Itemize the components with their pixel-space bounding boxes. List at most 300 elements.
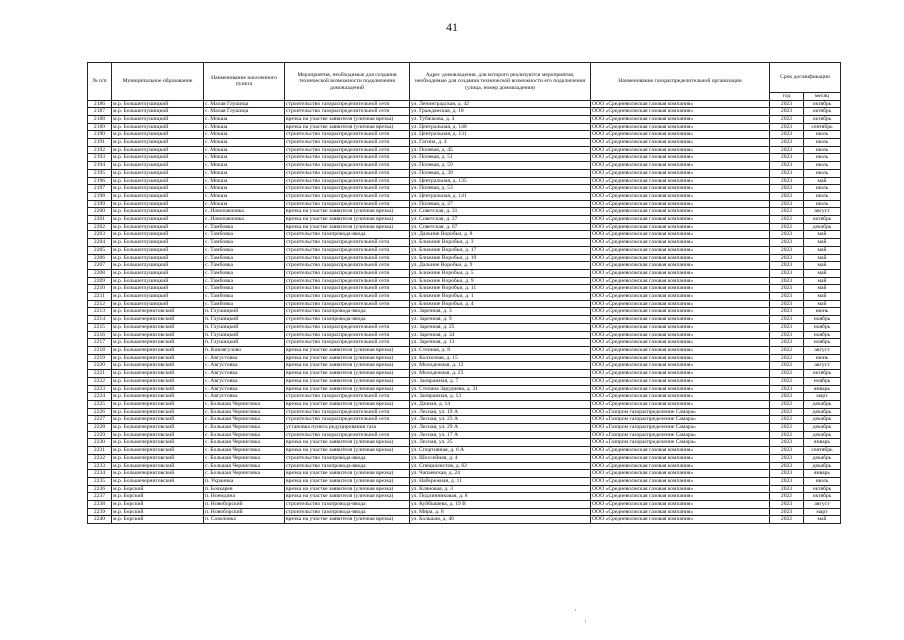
cell-measure: установка пункта редуцирования газа <box>285 424 410 432</box>
cell-month: июнь <box>804 308 841 316</box>
cell-year: 2023 <box>770 231 804 239</box>
cell-number: 2220 <box>88 362 112 370</box>
cell-municipality: м.р. Большеглушицкий <box>112 293 204 301</box>
cell-year: 2023 <box>770 246 804 254</box>
cell-address: ул. Дальние Воробьи, д. 9 <box>410 262 591 270</box>
cell-year: 2023 <box>770 477 804 485</box>
cell-organization: ООО «Средневолжская газовая компания» <box>591 477 770 485</box>
header-municipality: Муниципальное образование <box>112 63 204 101</box>
cell-number: 2208 <box>88 269 112 277</box>
table-row <box>88 431 841 439</box>
cell-organization: ООО «Средневолжская газовая компания» <box>591 262 770 270</box>
cell-month: январь <box>804 439 841 447</box>
cell-year: 2022 <box>770 493 804 501</box>
cell-municipality: м.р. Большеглушицкий <box>112 231 204 239</box>
cell-year: 2022 <box>770 216 804 224</box>
cell-address: ул. Ленинградская, д. 42 <box>410 100 591 108</box>
cell-number: 2203 <box>88 231 112 239</box>
cell-measure: строительство газораспределительной сети <box>285 185 410 193</box>
cell-measure: врезка на участке заявителя (уличная врезка) <box>285 115 410 123</box>
cell-year: 2023 <box>770 277 804 285</box>
cell-number: 2224 <box>88 393 112 401</box>
table-row <box>88 177 841 185</box>
cell-month: май <box>804 262 841 270</box>
cell-organization: ООО «Средневолжская газовая компания» <box>591 108 770 116</box>
page-number: 41 <box>446 20 458 34</box>
cell-municipality: м.р. Большечерниговский <box>112 308 204 316</box>
cell-organization: ООО «Средневолжская газовая компания» <box>591 100 770 108</box>
cell-number: 2236 <box>88 485 112 493</box>
cell-year: 2023 <box>770 501 804 509</box>
cell-municipality: м.р. Борский <box>112 485 204 493</box>
table-row <box>88 123 841 131</box>
cell-year: 2023 <box>770 123 804 131</box>
table-row <box>88 277 841 285</box>
header-organization: Наименование газораспределительной организации <box>591 63 770 101</box>
cell-measure: строительство газопровода-ввода <box>285 316 410 324</box>
cell-municipality: м.р. Большеглушицкий <box>112 262 204 270</box>
cell-measure: строительство газораспределительной сети <box>285 339 410 347</box>
cell-number: 2231 <box>88 447 112 455</box>
table-row <box>88 508 841 516</box>
cell-year: 2022 <box>770 347 804 355</box>
cell-measure: врезка на участке заявителя (уличная врезка) <box>285 477 410 485</box>
cell-settlement: с. Тамбовка <box>204 300 285 308</box>
cell-measure: строительство газораспределительной сети <box>285 269 410 277</box>
cell-settlement: с. Августовка <box>204 354 285 362</box>
cell-year: 2022 <box>770 400 804 408</box>
cell-year: 2023 <box>770 254 804 262</box>
cell-number: 2213 <box>88 308 112 316</box>
cell-measure: строительство газораспределительной сети <box>285 162 410 170</box>
cell-organization: ООО «Средневолжская газовая компания» <box>591 254 770 262</box>
cell-number: 2215 <box>88 323 112 331</box>
cell-address: ул. Заречная, д. 3 <box>410 308 591 316</box>
cell-month: май <box>804 254 841 262</box>
cell-number: 2225 <box>88 400 112 408</box>
cell-settlement: с. Тамбовка <box>204 246 285 254</box>
cell-number: 2187 <box>88 108 112 116</box>
cell-month: май <box>804 293 841 301</box>
cell-municipality: м.р. Большеглушицкий <box>112 185 204 193</box>
cell-settlement: с. Мокша <box>204 200 285 208</box>
cell-municipality: м.р. Большечерниговский <box>112 377 204 385</box>
cell-address: ул. Молодежная, д. 23 <box>410 370 591 378</box>
cell-measure: врезка на участке заявителя (уличная врезка) <box>285 208 410 216</box>
table-row <box>88 100 841 108</box>
table-row <box>88 108 841 116</box>
table-row <box>88 408 841 416</box>
cell-month: октябрь <box>804 485 841 493</box>
cell-address: ул. Кляновая, д. 3 <box>410 485 591 493</box>
cell-organization: ООО «Средневолжская газовая компания» <box>591 470 770 478</box>
cell-settlement: п. Бочкарев <box>204 485 285 493</box>
cell-number: 2205 <box>88 246 112 254</box>
cell-measure: врезка на участке заявителя (уличная врезка) <box>285 370 410 378</box>
cell-address: ул. Советская, д. 27 <box>410 216 591 224</box>
cell-number: 2198 <box>88 192 112 200</box>
cell-number: 2239 <box>88 508 112 516</box>
cell-year: 2023 <box>770 393 804 401</box>
cell-address: ул. Полевая, д. 39 <box>410 169 591 177</box>
cell-month: май <box>804 277 841 285</box>
cell-settlement: п. Ноемдина <box>204 493 285 501</box>
cell-address: ул. Дачная, д. 14 <box>410 400 591 408</box>
cell-settlement: с. Малая Глушица <box>204 100 285 108</box>
cell-municipality: м.р. Большеглушицкий <box>112 162 204 170</box>
cell-settlement: с. Тамбовка <box>204 293 285 301</box>
cell-year: 2023 <box>770 169 804 177</box>
cell-measure: строительство газопровода-ввода <box>285 508 410 516</box>
cell-year: 2023 <box>770 485 804 493</box>
cell-settlement: с. Большая Черниговка <box>204 400 285 408</box>
cell-address: ул. Ближние Воробьи, д. 3 <box>410 239 591 247</box>
cell-month: июнь <box>804 354 841 362</box>
cell-number: 2206 <box>88 254 112 262</box>
cell-settlement: с. Тамбовка <box>204 277 285 285</box>
cell-organization: ООО «Средневолжская газовая компания» <box>591 154 770 162</box>
cell-month: май <box>804 269 841 277</box>
cell-organization: ООО «Средневолжская газовая компания» <box>591 277 770 285</box>
cell-organization: ООО «Средневолжская газовая компания» <box>591 362 770 370</box>
cell-month: сентябрь <box>804 447 841 455</box>
cell-address: ул. Степана Заруднева, д. 31 <box>410 385 591 393</box>
gasification-table <box>87 62 841 524</box>
cell-settlement: с. Мокша <box>204 185 285 193</box>
cell-address: ул. Спортивная, д. 6 А <box>410 447 591 455</box>
cell-measure: врезка на участке заявителя (уличная врезка) <box>285 385 410 393</box>
table-row <box>88 477 841 485</box>
cell-month: октябрь <box>804 108 841 116</box>
cell-number: 2194 <box>88 162 112 170</box>
cell-year: 2023 <box>770 293 804 301</box>
cell-year: 2023 <box>770 154 804 162</box>
cell-settlement: с. Тамбовка <box>204 239 285 247</box>
cell-settlement: п. Глушицкий <box>204 323 285 331</box>
cell-settlement: с. Мокша <box>204 169 285 177</box>
cell-year: 2022 <box>770 408 804 416</box>
cell-settlement: с. Мокша <box>204 192 285 200</box>
cell-settlement: п. Кинзягулово <box>204 347 285 355</box>
cell-settlement: с. Мокша <box>204 146 285 154</box>
cell-organization: ООО «Средневолжская газовая компания» <box>591 347 770 355</box>
cell-month: июль <box>804 162 841 170</box>
cell-settlement: п. Глушицкий <box>204 316 285 324</box>
header-settlement: Наименование населенного пункта <box>204 63 285 101</box>
cell-month: июль <box>804 169 841 177</box>
cell-address: ул. Дальние Воробьи, д. 8 <box>410 231 591 239</box>
cell-measure: врезка на участке заявителя (уличная врезка) <box>285 493 410 501</box>
cell-organization: ООО «Средневолжская газовая компания» <box>591 300 770 308</box>
cell-measure: строительство газораспределительной сети <box>285 239 410 247</box>
header-year: год <box>770 93 804 101</box>
cell-year: 2023 <box>770 331 804 339</box>
table-row <box>88 216 841 224</box>
cell-month: май <box>804 300 841 308</box>
cell-address: ул. Подлинниковая, д. 8 <box>410 493 591 501</box>
table-row <box>88 416 841 424</box>
cell-address: ул. Заречная, д. 13 <box>410 339 591 347</box>
cell-settlement: с. Августовка <box>204 393 285 401</box>
cell-year: 2023 <box>770 323 804 331</box>
cell-month: декабрь <box>804 424 841 432</box>
table-body <box>88 100 841 524</box>
cell-month: ноябрь <box>804 331 841 339</box>
cell-municipality: м.р. Большечерниговский <box>112 477 204 485</box>
cell-organization: ООО «Газпром газораспределение Самара» <box>591 416 770 424</box>
cell-month: декабрь <box>804 431 841 439</box>
cell-settlement: с. Тамбовка <box>204 285 285 293</box>
cell-month: октябрь <box>804 370 841 378</box>
table-row <box>88 485 841 493</box>
cell-municipality: м.р. Большечерниговский <box>112 354 204 362</box>
table-row <box>88 308 841 316</box>
cell-address: ул. Заречная, д. 34 <box>410 331 591 339</box>
table-row <box>88 424 841 432</box>
cell-year: 2023 <box>770 192 804 200</box>
cell-measure: врезка на участке заявителя (уличная врезка) <box>285 439 410 447</box>
cell-number: 2218 <box>88 347 112 355</box>
table-row <box>88 300 841 308</box>
cell-settlement: п. Украинка <box>204 477 285 485</box>
cell-organization: ООО «Средневолжская газовая компания» <box>591 169 770 177</box>
cell-measure: врезка на участке заявителя (уличная врезка) <box>285 354 410 362</box>
cell-municipality: м.р. Большечерниговский <box>112 454 204 462</box>
cell-year: 2022 <box>770 370 804 378</box>
table-row <box>88 470 841 478</box>
cell-measure: врезка на участке заявителя (уличная врезка) <box>285 347 410 355</box>
cell-settlement: с. Новопавловка <box>204 216 285 224</box>
cell-organization: ООО «Средневолжская газовая компания» <box>591 393 770 401</box>
cell-municipality: м.р. Большеглушицкий <box>112 108 204 116</box>
cell-measure: врезка на участке заявителя (уличная врезка) <box>285 377 410 385</box>
cell-measure: строительство газораспределительной сети <box>285 177 410 185</box>
cell-address: ул. Советская, д. 67 <box>410 223 591 231</box>
cell-number: 2230 <box>88 439 112 447</box>
cell-measure: врезка на участке заявителя (уличная врезка) <box>285 470 410 478</box>
table-row <box>88 439 841 447</box>
cell-settlement: п. Глушицкий <box>204 308 285 316</box>
cell-month: май <box>804 177 841 185</box>
cell-number: 2188 <box>88 115 112 123</box>
table-row <box>88 185 841 193</box>
cell-settlement: с. Мокша <box>204 139 285 147</box>
cell-address: ул. Заречная, д. 25 <box>410 323 591 331</box>
table-row <box>88 131 841 139</box>
cell-organization: ООО «Средневолжская газовая компания» <box>591 123 770 131</box>
table-row <box>88 501 841 509</box>
cell-month: январь <box>804 385 841 393</box>
cell-measure: строительство газораспределительной сети <box>285 154 410 162</box>
cell-address: ул. Гражданская, д. 18 <box>410 108 591 116</box>
cell-year: 2023 <box>770 200 804 208</box>
cell-organization: ООО «Средневолжская газовая компания» <box>591 246 770 254</box>
cell-address: ул. Гагина, д. 4 <box>410 139 591 147</box>
cell-organization: ООО «Средневолжская газовая компания» <box>591 231 770 239</box>
cell-organization: ООО «Средневолжская газовая компания» <box>591 146 770 154</box>
cell-year: 2023 <box>770 108 804 116</box>
cell-measure: строительство газораспределительной сети <box>285 285 410 293</box>
cell-number: 2223 <box>88 385 112 393</box>
cell-number: 2240 <box>88 516 112 524</box>
cell-month: август <box>804 208 841 216</box>
cell-month: март <box>804 393 841 401</box>
table-row <box>88 454 841 462</box>
cell-organization: ООО «Газпром газораспределение Самара» <box>591 439 770 447</box>
cell-number: 2211 <box>88 293 112 301</box>
cell-measure: строительство газопровода-ввода <box>285 462 410 470</box>
table-row <box>88 169 841 177</box>
cell-settlement: с. Тамбовка <box>204 269 285 277</box>
cell-month: октябрь <box>804 100 841 108</box>
cell-address: ул. Степная, д. 8 <box>410 347 591 355</box>
cell-measure: строительство газораспределительной сети <box>285 246 410 254</box>
cell-number: 2233 <box>88 462 112 470</box>
header-month: месяц <box>804 93 841 101</box>
cell-number: 2202 <box>88 223 112 231</box>
cell-year: 2022 <box>770 354 804 362</box>
table-row <box>88 447 841 455</box>
table-row <box>88 254 841 262</box>
cell-year: 2023 <box>770 100 804 108</box>
cell-municipality: м.р. Борский <box>112 501 204 509</box>
cell-number: 2227 <box>88 416 112 424</box>
cell-organization: ООО «Газпром газораспределение Самара» <box>591 408 770 416</box>
cell-address: ул. Большая, д. 40 <box>410 516 591 524</box>
cell-measure: строительство газораспределительной сети <box>285 431 410 439</box>
table-row <box>88 269 841 277</box>
cell-year: 2023 <box>770 162 804 170</box>
cell-number: 2234 <box>88 470 112 478</box>
cell-address: ул. Шоссейная, д. 4 <box>410 454 591 462</box>
cell-municipality: м.р. Большеглушицкий <box>112 300 204 308</box>
cell-organization: ООО «Средневолжская газовая компания» <box>591 162 770 170</box>
cell-municipality: м.р. Большеглушицкий <box>112 208 204 216</box>
cell-measure: строительство газораспределительной сети <box>285 262 410 270</box>
cell-year: 2022 <box>770 516 804 524</box>
cell-settlement: с. Тамбовка <box>204 223 285 231</box>
cell-measure: строительство газораспределительной сети <box>285 146 410 154</box>
cell-month: декабрь <box>804 454 841 462</box>
cell-municipality: м.р. Большеглушицкий <box>112 154 204 162</box>
cell-municipality: м.р. Большечерниговский <box>112 370 204 378</box>
cell-organization: ООО «Средневолжская газовая компания» <box>591 339 770 347</box>
cell-month: ноябрь <box>804 316 841 324</box>
cell-year: 2023 <box>770 470 804 478</box>
cell-address: ул. Центральная, д. 141 <box>410 192 591 200</box>
cell-number: 2197 <box>88 185 112 193</box>
cell-organization: ООО «Средневолжская газовая компания» <box>591 185 770 193</box>
cell-organization: ООО «Средневолжская газовая компания» <box>591 462 770 470</box>
cell-measure: строительство газораспределительной сети <box>285 100 410 108</box>
cell-number: 2190 <box>88 131 112 139</box>
cell-month: октябрь <box>804 216 841 224</box>
cell-month: ноябрь <box>804 323 841 331</box>
cell-municipality: м.р. Борский <box>112 516 204 524</box>
cell-number: 2195 <box>88 169 112 177</box>
cell-month: июль <box>804 154 841 162</box>
cell-settlement: п. Глушицкий <box>204 339 285 347</box>
cell-year: 2023 <box>770 300 804 308</box>
table-row <box>88 339 841 347</box>
cell-address: ул. Центральная, д. 140 <box>410 123 591 131</box>
cell-measure: строительство газопровода-ввода <box>285 454 410 462</box>
table-row <box>88 285 841 293</box>
cell-month: сентябрь <box>804 123 841 131</box>
cell-municipality: м.р. Большечерниговский <box>112 400 204 408</box>
cell-municipality: м.р. Большечерниговский <box>112 470 204 478</box>
cell-municipality: м.р. Большеглушицкий <box>112 100 204 108</box>
cell-settlement: с. Мокша <box>204 154 285 162</box>
table-row <box>88 370 841 378</box>
cell-municipality: м.р. Большечерниговский <box>112 416 204 424</box>
cell-month: июль <box>804 200 841 208</box>
cell-municipality: м.р. Большечерниговский <box>112 439 204 447</box>
cell-month: май <box>804 516 841 524</box>
cell-address: ул. Полевая, д. 51 <box>410 154 591 162</box>
cell-organization: ООО «Средневолжская газовая компания» <box>591 285 770 293</box>
cell-municipality: м.р. Большечерниговский <box>112 385 204 393</box>
cell-organization: ООО «Средневолжская газовая компания» <box>591 516 770 524</box>
cell-month: май <box>804 231 841 239</box>
cell-address: ул. Ближние Воробьи, д. 19 <box>410 254 591 262</box>
cell-settlement: с. Тамбовка <box>204 254 285 262</box>
cell-address: ул. Полевая, д. 53 <box>410 185 591 193</box>
cell-settlement: с. Мокша <box>204 162 285 170</box>
cell-month: декабрь <box>804 223 841 231</box>
table-row <box>88 246 841 254</box>
cell-organization: ООО «Средневолжская газовая компания» <box>591 177 770 185</box>
cell-month: октябрь <box>804 115 841 123</box>
table-row <box>88 347 841 355</box>
cell-organization: ООО «Средневолжская газовая компания» <box>591 370 770 378</box>
cell-measure: строительство газораспределительной сети <box>285 200 410 208</box>
table-row <box>88 354 841 362</box>
cell-address: ул. Колхозная, д. 15 <box>410 354 591 362</box>
table-row <box>88 516 841 524</box>
cell-year: 2023 <box>770 447 804 455</box>
cell-year: 2023 <box>770 131 804 139</box>
cell-measure: строительство газораспределительной сети <box>285 416 410 424</box>
cell-number: 2193 <box>88 154 112 162</box>
table-row <box>88 316 841 324</box>
cell-municipality: м.р. Большечерниговский <box>112 339 204 347</box>
cell-month: январь <box>804 470 841 478</box>
cell-settlement: с. Большая Черниговка <box>204 431 285 439</box>
table-row <box>88 239 841 247</box>
cell-municipality: м.р. Большечерниговский <box>112 431 204 439</box>
cell-settlement: с. Мокша <box>204 115 285 123</box>
cell-measure: строительство газораспределительной сети <box>285 293 410 301</box>
cell-settlement: с. Новопавловка <box>204 208 285 216</box>
cell-municipality: м.р. Большеглушицкий <box>112 285 204 293</box>
cell-municipality: м.р. Большеглушицкий <box>112 239 204 247</box>
cell-municipality: м.р. Большечерниговский <box>112 316 204 324</box>
cell-year: 2022 <box>770 362 804 370</box>
cell-measure: строительство газораспределительной сети <box>285 131 410 139</box>
cell-year: 2023 <box>770 454 804 462</box>
cell-municipality: м.р. Большеглушицкий <box>112 277 204 285</box>
cell-address: ул. Специалистов, д. 62 <box>410 462 591 470</box>
cell-measure: строительство газораспределительной сети <box>285 300 410 308</box>
cell-municipality: м.р. Большеглушицкий <box>112 169 204 177</box>
cell-municipality: м.р. Большечерниговский <box>112 323 204 331</box>
cell-year: 2023 <box>770 462 804 470</box>
cell-address: ул. Заречная, д. 9 <box>410 316 591 324</box>
cell-number: 2204 <box>88 239 112 247</box>
cell-organization: ООО «Средневолжская газовая компания» <box>591 223 770 231</box>
cell-year: 2023 <box>770 177 804 185</box>
